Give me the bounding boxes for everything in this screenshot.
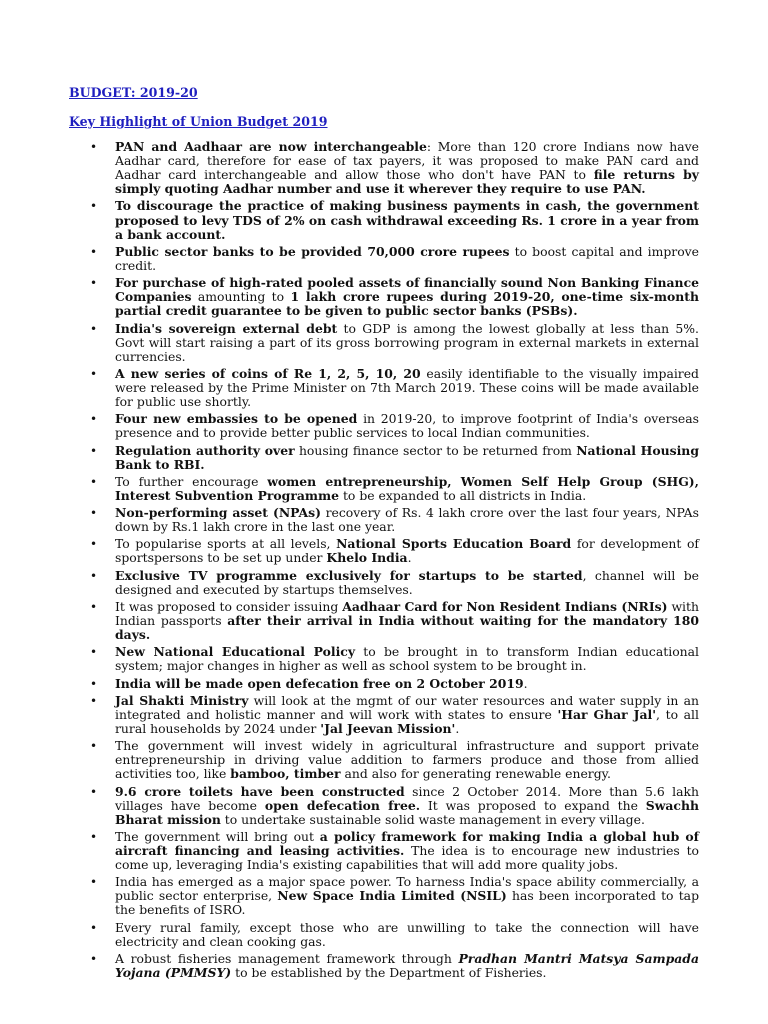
highlight-item <box>90 828 700 873</box>
body-text: amounting to <box>191 289 291 305</box>
bullet-icon: • <box>90 829 98 844</box>
bullet-icon: • <box>90 676 98 691</box>
highlight-item <box>90 598 699 643</box>
body-text: in 2019-20, to improve footprint of India's overseas presence and to provide better public services to local Indian communities. <box>115 411 700 441</box>
bullet-icon: • <box>90 199 98 214</box>
body-text: to undertake sustainable solid waste management in every village. <box>220 811 645 827</box>
bullet-icon: • <box>90 412 98 427</box>
bold-text: bamboo, timber <box>230 766 341 782</box>
body-text: to boost capital and improve credit. <box>115 243 699 273</box>
body-text: To further encourage <box>115 473 268 489</box>
highlight-item <box>90 411 700 441</box>
bold-text: 'Har Ghar Jal' <box>557 706 657 722</box>
highlight-item <box>90 950 699 981</box>
bold-text: For purchase of high-rated pooled assets of financially sound Non Banking Finance Companies <box>115 275 699 305</box>
bold-text: Regulation authority over <box>115 442 295 458</box>
highlight-item <box>90 275 699 319</box>
body-text: housing finance sector to be returned from <box>294 442 577 458</box>
body-text: It was proposed to consider issuing <box>115 598 343 614</box>
bullet-icon: • <box>90 739 98 754</box>
bold-text: a policy framework for making India a global hub of aircraft financing and leasing activities. <box>115 828 699 858</box>
bullet-icon: • <box>90 920 98 935</box>
bullet-icon: • <box>90 321 98 336</box>
bold-text: Exclusive TV programme exclusively for startups to be started <box>115 567 583 583</box>
highlight-item <box>90 505 699 535</box>
bold-text: Jal Shakti Ministry <box>115 692 249 708</box>
body-text: The government will bring out <box>115 828 320 844</box>
bullet-icon: • <box>90 244 98 259</box>
body-text: India has emerged as a major space power. To harness India's space ability commercially, a public sector enterprise, <box>115 874 699 904</box>
bullet-icon: • <box>90 645 98 660</box>
bullet-icon: • <box>90 875 98 890</box>
highlight-item <box>90 644 699 674</box>
bold-text: Swachh Bharat mission <box>115 797 699 827</box>
bold-text: Four new embassies to be opened <box>115 411 358 427</box>
body-text: to GDP is among the lowest globally at less than 5%. Govt will start raising a part of its gross borrowing program in external markets in external currencies. <box>115 320 699 364</box>
bold-text: New National Educational Policy <box>115 644 356 660</box>
bold-text: A new series of coins of Re 1, 2, 5, 10, 20 <box>115 365 421 381</box>
body-text: : More than 120 crore Indians now have Aadhar card, therefore for ease of tax payers, it was proposed to make PAN card and Aadhar card interchangeable and allow those who don't have PAN to <box>115 139 699 183</box>
bold-text: National Sports Education Board <box>336 536 572 552</box>
body-text: recovery of Rs. 4 lakh crore over the last four years, NPAs down by Rs.1 lakh crore in the last one year. <box>115 505 699 535</box>
body-text: to be established by the Department of Fisheries. <box>231 965 547 981</box>
highlight-item <box>90 536 699 566</box>
body-text: The idea is to encourage new industries to come up, leveraging India's existing capabilities that will add more quality jobs. <box>115 843 700 873</box>
body-text: to be expanded to all districts in India. <box>339 487 587 503</box>
body-text: will look at the mgmt of our water resources and water supply in an integrated and holistic manner and will work with states to ensure <box>115 692 699 722</box>
highlight-item <box>90 198 699 242</box>
bullet-icon: • <box>90 693 98 708</box>
bold-text: open defecation free. <box>264 797 421 813</box>
highlight-item <box>90 783 699 827</box>
bold-text: India's sovereign external debt <box>115 320 338 336</box>
highlight-item <box>90 243 699 273</box>
bullet-icon: • <box>90 784 98 799</box>
body-text: . <box>407 550 412 566</box>
bold-text: file returns by simply quoting Aadhar number and use it wherever they require to use PAN. <box>115 167 699 197</box>
highlight-item <box>90 365 699 410</box>
key-highlight-heading-link[interactable]: Key Highlight of Union Budget 2019 <box>69 114 328 129</box>
bold-text: National Housing Bank to RBI. <box>115 442 699 472</box>
bold-text: women entrepreneurship, Women Self Help Group (SHG), Interest Subvention Programme <box>115 473 699 503</box>
body-text: To popularise sports at all levels, <box>115 536 337 552</box>
bold-text: To discourage the practice of making business payments in cash, the government proposed to levy TDS of 2% on cash withdrawal exceeding Rs. 1 crore in a year from a bank account. <box>115 198 699 242</box>
bullet-icon: • <box>90 366 98 381</box>
body-text: to be brought in to transform Indian educational system; major changes in higher as well as school system to be brought in. <box>115 644 699 674</box>
body-text: and also for generating renewable energy. <box>340 766 611 782</box>
bullet-icon: • <box>90 443 98 458</box>
body-text: . <box>523 675 528 691</box>
bold-text: PAN and Aadhaar are now interchangeable <box>115 139 427 154</box>
bullet-icon: • <box>90 537 98 552</box>
highlight-item <box>90 692 699 736</box>
bold-text: Aadhaar Card for Non Resident Indians (NRIs) <box>342 598 668 614</box>
bullet-icon: • <box>90 474 98 489</box>
bold-text: 'Jal Jeevan Mission' <box>320 720 456 736</box>
highlight-item <box>90 919 699 949</box>
body-text: It was proposed to expand the <box>420 797 646 813</box>
bullet-icon: • <box>90 568 98 583</box>
highlight-item <box>90 320 699 364</box>
body-text: for development of sportspersons to be set up under <box>115 536 699 566</box>
budget-heading-link[interactable]: BUDGET: 2019-20 <box>69 85 198 100</box>
body-text: easily identifiable to the visually impaired were released by the Prime Minister on 7th March 2019. These coins will be made available for public use shortly. <box>115 365 699 410</box>
body-text: The government will invest widely in agricultural infrastructure and support private entrepreneurship in driving value addition to farmers produce and those from allied activities too, like <box>115 738 699 782</box>
body-text: Every rural family, except those who are unwilling to take the connection will have electricity and clean cooking gas. <box>115 919 699 949</box>
bullet-icon: • <box>90 140 98 154</box>
highlight-item <box>90 567 699 597</box>
body-text: . <box>455 720 460 736</box>
bold-text: Public sector banks to be provided 70,000 crore rupees <box>115 243 510 259</box>
body-text: with Indian passports <box>115 598 699 629</box>
highlight-item <box>90 738 699 782</box>
highlight-item <box>90 473 699 503</box>
bullet-icon: • <box>90 506 98 521</box>
bold-text: 1 lakh crore rupees during 2019-20, one-time six-month partial credit guarantee to be given to public sector banks (PSBs). <box>115 289 699 319</box>
body-text: since 2 October 2014. More than 5.6 lakh villages have become <box>115 783 699 813</box>
highlight-item <box>90 874 700 918</box>
bullet-icon: • <box>90 951 98 966</box>
highlight-item <box>90 675 699 691</box>
body-text: , channel will be designed and executed by startups themselves. <box>115 567 699 597</box>
highlight-item <box>90 139 699 197</box>
body-text: A robust fisheries management framework through <box>115 950 459 966</box>
bold-text: Khelo India <box>326 550 408 566</box>
bold-text: India will be made open defecation free on 2 October 2019 <box>115 675 524 691</box>
bold-text: 9.6 crore toilets have been constructed <box>115 783 405 799</box>
highlights-list <box>90 139 700 983</box>
bold-text: Pradhan Mantri Matsya Sampada Yojana (PMMSY) <box>115 950 699 981</box>
bullet-icon: • <box>90 599 98 614</box>
bold-text: after their arrival in India without waiting for the mandatory 180 days. <box>115 613 699 643</box>
body-text: , to all rural households by 2024 under <box>115 706 699 736</box>
highlight-item <box>90 442 699 472</box>
bold-text: Non-performing asset (NPAs) <box>115 505 322 521</box>
bold-text: New Space India Limited (NSIL) <box>277 888 507 904</box>
bullet-icon: • <box>90 276 98 291</box>
body-text: has been incorporated to tap the benefits of ISRO. <box>115 888 700 918</box>
